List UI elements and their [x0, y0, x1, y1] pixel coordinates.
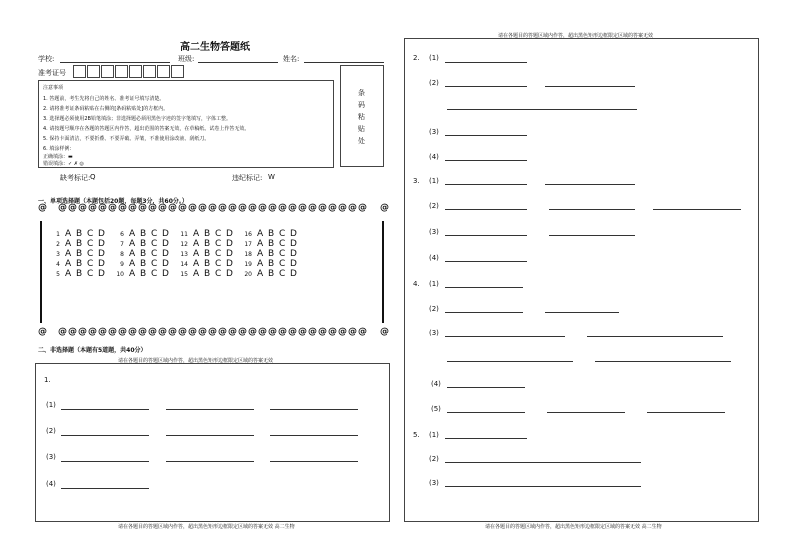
option-d[interactable]: D: [98, 249, 105, 259]
option-b[interactable]: B: [268, 249, 275, 259]
marker-icon: @: [238, 203, 247, 213]
option-a[interactable]: A: [193, 269, 200, 279]
page-title: 高二生物答题纸: [180, 42, 250, 53]
sub-label: (4): [429, 153, 439, 161]
option-a[interactable]: A: [129, 239, 136, 249]
school-label: 学校:: [38, 55, 55, 63]
marker-icon: @: [258, 327, 267, 337]
q1-sub-label: (2): [46, 427, 56, 435]
barcode-area: [340, 65, 384, 167]
q1-label: 1.: [44, 376, 51, 384]
option-a[interactable]: A: [129, 229, 136, 239]
question-number: 20: [244, 271, 252, 278]
marker-icon: @: [380, 203, 389, 213]
option-d[interactable]: D: [226, 239, 233, 249]
marker-icon: @: [148, 327, 157, 337]
marker-icon: @: [88, 203, 97, 213]
option-d[interactable]: D: [162, 259, 169, 269]
note-item: 错误填涂：✓ ✗ ◎: [43, 161, 84, 167]
class-field[interactable]: [198, 62, 278, 63]
question-number: 18: [244, 251, 252, 258]
marker-icon: @: [128, 327, 137, 337]
marker-icon: @: [108, 203, 117, 213]
option-a[interactable]: A: [193, 259, 200, 269]
marker-icon: @: [318, 327, 327, 337]
answer-line[interactable]: [445, 184, 527, 185]
answer-line[interactable]: [166, 461, 254, 462]
answer-line[interactable]: [545, 184, 635, 185]
mcq-row[interactable]: [178, 231, 237, 249]
question-number: 6: [120, 231, 124, 238]
answer-line[interactable]: [445, 235, 527, 236]
answer-line[interactable]: [166, 409, 254, 410]
marker-icon: @: [238, 327, 247, 337]
exam-number-boxes[interactable]: [73, 65, 185, 78]
marker-icon: @: [268, 203, 277, 213]
question-number: 7: [120, 241, 124, 248]
marker-icon: @: [208, 327, 217, 337]
option-b[interactable]: B: [268, 229, 275, 239]
answer-line[interactable]: [445, 438, 527, 439]
option-b[interactable]: B: [76, 259, 83, 269]
option-d[interactable]: D: [226, 259, 233, 269]
answer-line[interactable]: [545, 312, 619, 313]
question-number: 16: [244, 231, 252, 238]
marker-icon: @: [98, 327, 107, 337]
answer-line[interactable]: [447, 412, 525, 413]
marker-icon: @: [188, 327, 197, 337]
option-c[interactable]: C: [87, 249, 94, 259]
option-c[interactable]: C: [279, 249, 286, 259]
mcq-row[interactable]: [114, 261, 173, 279]
q1-sub-label: (3): [46, 453, 56, 461]
mcq-row[interactable]: [178, 251, 237, 269]
sub-label: (2): [429, 455, 439, 463]
question-number: 2: [56, 241, 60, 248]
mcq-row[interactable]: [242, 241, 301, 259]
answer-line[interactable]: [647, 412, 725, 413]
violation-mark[interactable]: W: [268, 173, 275, 181]
option-a[interactable]: A: [257, 259, 264, 269]
answer-line[interactable]: [445, 336, 565, 337]
answer-line[interactable]: [445, 86, 527, 87]
option-d[interactable]: D: [98, 269, 105, 279]
mcq-row[interactable]: [178, 241, 237, 259]
question-number: 15: [180, 271, 188, 278]
answer-line[interactable]: [445, 462, 641, 463]
sub-label: (4): [429, 254, 439, 262]
option-c[interactable]: C: [279, 269, 286, 279]
option-d[interactable]: D: [290, 259, 297, 269]
option-d[interactable]: D: [290, 249, 297, 259]
q1-answer-box: [35, 363, 390, 522]
answer-line[interactable]: [595, 361, 731, 362]
marker-icon: @: [258, 203, 267, 213]
marker-icon: @: [318, 203, 327, 213]
q1-sub-label: (4): [46, 480, 56, 488]
barcode-char: 处: [358, 137, 365, 145]
marker-icon: @: [68, 203, 77, 213]
absent-label: 缺考标记:: [60, 174, 91, 182]
note-item: 2. 请将准考证条码粘贴在右侧的[条码粘贴处]的方框内。: [43, 106, 169, 112]
option-a[interactable]: A: [257, 239, 264, 249]
mcq-row[interactable]: [114, 251, 173, 269]
sub-label: (2): [429, 79, 439, 87]
marker-icon: @: [158, 327, 167, 337]
q4-label: 4.: [413, 280, 420, 288]
mcq-row[interactable]: [50, 261, 109, 279]
marker-icon: @: [298, 327, 307, 337]
option-a[interactable]: A: [257, 269, 264, 279]
answer-line[interactable]: [445, 261, 527, 262]
answer-line[interactable]: [447, 361, 573, 362]
option-d[interactable]: D: [226, 269, 233, 279]
marker-icon: @: [198, 203, 207, 213]
sub-label: (1): [429, 431, 439, 439]
note-item: 5. 保持卡面清洁，不要折叠、不要弄破、弄皱，不准使用涂改液、刮纸刀。: [43, 136, 210, 142]
marker-row-bottom: [38, 327, 390, 339]
mcq-group: [50, 221, 109, 279]
answer-line[interactable]: [270, 409, 358, 410]
answer-line[interactable]: [445, 287, 523, 288]
sub-label: (3): [429, 329, 439, 337]
marker-icon: @: [358, 327, 367, 337]
marker-icon: @: [168, 203, 177, 213]
marker-icon: @: [58, 203, 67, 213]
note-item: 6. 填涂样例：: [43, 146, 75, 152]
question-number: 9: [120, 261, 124, 268]
option-a[interactable]: A: [65, 259, 72, 269]
option-a[interactable]: A: [193, 249, 200, 259]
option-d[interactable]: D: [290, 269, 297, 279]
option-c[interactable]: C: [151, 259, 158, 269]
option-b[interactable]: B: [268, 269, 275, 279]
question-number: 10: [116, 271, 124, 278]
mcq-row[interactable]: [242, 261, 301, 279]
notes-title: 注意事项: [43, 85, 64, 91]
q2-label: 2.: [413, 54, 420, 62]
footer-right: 请在各题目的答题区域内作答，超出黑色矩形边框限定区域的答案无效 高二生物: [485, 524, 662, 530]
marker-icon: @: [78, 327, 87, 337]
marker-icon: @: [58, 327, 67, 337]
option-a[interactable]: A: [129, 259, 136, 269]
mcq-group: [242, 221, 301, 279]
option-d[interactable]: D: [98, 259, 105, 269]
marker-icon: @: [358, 203, 367, 213]
sub-label: (3): [429, 128, 439, 136]
marker-icon: @: [248, 203, 257, 213]
option-a[interactable]: A: [65, 269, 72, 279]
marker-icon: @: [108, 327, 117, 337]
mcq-row[interactable]: [178, 221, 237, 239]
marker-icon: @: [348, 203, 357, 213]
marker-row-top: [38, 203, 390, 215]
marker-icon: @: [268, 327, 277, 337]
marker-icon: @: [98, 203, 107, 213]
sub-label: (3): [429, 479, 439, 487]
marker-icon: @: [328, 203, 337, 213]
sub-label: (3): [429, 228, 439, 236]
mcq-row[interactable]: [50, 221, 109, 239]
option-c[interactable]: C: [87, 259, 94, 269]
option-d[interactable]: D: [290, 229, 297, 239]
timing-bar-left: [40, 221, 42, 323]
marker-icon: @: [288, 327, 297, 337]
option-c[interactable]: C: [151, 229, 158, 239]
question-number: 12: [180, 241, 188, 248]
sub-label: (2): [429, 305, 439, 313]
answer-line[interactable]: [545, 86, 635, 87]
option-d[interactable]: D: [162, 239, 169, 249]
answer-line[interactable]: [549, 209, 635, 210]
marker-icon: @: [278, 203, 287, 213]
marker-icon: @: [308, 203, 317, 213]
option-b[interactable]: B: [76, 249, 83, 259]
marker-icon: @: [288, 203, 297, 213]
option-c[interactable]: C: [279, 239, 286, 249]
option-b[interactable]: B: [204, 269, 211, 279]
marker-icon: @: [178, 203, 187, 213]
option-b[interactable]: B: [140, 259, 147, 269]
option-c[interactable]: C: [279, 259, 286, 269]
marker-icon: @: [78, 203, 87, 213]
sub-label: (2): [429, 202, 439, 210]
sub-label: (4): [431, 380, 441, 388]
school-field[interactable]: [60, 62, 170, 63]
marker-icon: @: [138, 327, 147, 337]
question-number: 5: [56, 271, 60, 278]
option-a[interactable]: A: [129, 249, 136, 259]
marker-icon: @: [338, 327, 347, 337]
marker-icon: @: [248, 327, 257, 337]
answer-line[interactable]: [653, 209, 741, 210]
barcode-char: 条: [358, 89, 365, 97]
marker-icon: @: [118, 203, 127, 213]
question-number: 17: [244, 241, 252, 248]
question-number: 3: [56, 251, 60, 258]
marker-icon: @: [198, 327, 207, 337]
question-number: 13: [180, 251, 188, 258]
section2-title: 二、非选择题（本题有5道题，共40分）: [38, 347, 147, 354]
answer-line[interactable]: [445, 312, 523, 313]
option-c[interactable]: C: [151, 249, 158, 259]
marker-icon: @: [178, 327, 187, 337]
marker-icon: @: [278, 327, 287, 337]
marker-icon: @: [218, 327, 227, 337]
answer-line[interactable]: [270, 461, 358, 462]
answer-line[interactable]: [61, 435, 149, 436]
name-label: 姓名:: [283, 55, 300, 63]
answer-line[interactable]: [61, 461, 149, 462]
question-number: 19: [244, 261, 252, 268]
option-c[interactable]: C: [87, 269, 94, 279]
marker-icon: @: [148, 203, 157, 213]
answer-line[interactable]: [587, 336, 723, 337]
marker-icon: @: [38, 203, 47, 213]
mcq-row[interactable]: [50, 241, 109, 259]
option-c[interactable]: C: [151, 269, 158, 279]
mcq-row[interactable]: [242, 251, 301, 269]
question-number: 4: [56, 261, 60, 268]
option-c[interactable]: C: [215, 229, 222, 239]
marker-icon: @: [228, 327, 237, 337]
question-number: 1: [56, 231, 60, 238]
q1-sub-label: (1): [46, 401, 56, 409]
section1-title: 一、单项选择题（本题包括20题，每题3分，共60分。）: [38, 198, 188, 205]
name-field[interactable]: [304, 62, 384, 63]
option-b[interactable]: B: [204, 249, 211, 259]
right-header-notice: 请在各题目的答题区域内作答，超出黑色矩形边框限定区域的答案无效: [498, 33, 654, 39]
mcq-row[interactable]: [50, 251, 109, 269]
option-a[interactable]: A: [257, 229, 264, 239]
answer-line[interactable]: [445, 62, 527, 63]
marker-icon: @: [68, 327, 77, 337]
mcq-row[interactable]: [242, 221, 301, 239]
answer-notice: 请在各题目的答题区域内作答，超出黑色矩形边框限定区域的答案无效: [118, 358, 274, 364]
option-a[interactable]: A: [65, 229, 72, 239]
option-c[interactable]: C: [215, 269, 222, 279]
option-c[interactable]: C: [279, 229, 286, 239]
option-b[interactable]: B: [268, 239, 275, 249]
mcq-row[interactable]: [114, 231, 173, 249]
marker-icon: @: [338, 203, 347, 213]
absent-mark[interactable]: Q: [90, 173, 96, 181]
right-answer-box: [404, 38, 759, 522]
option-a[interactable]: A: [257, 249, 264, 259]
option-c[interactable]: C: [87, 229, 94, 239]
option-a[interactable]: A: [193, 229, 200, 239]
marker-icon: @: [328, 327, 337, 337]
option-c[interactable]: C: [215, 259, 222, 269]
option-d[interactable]: D: [98, 229, 105, 239]
answer-line[interactable]: [549, 235, 635, 236]
option-c[interactable]: C: [151, 239, 158, 249]
option-c[interactable]: C: [215, 249, 222, 259]
option-d[interactable]: D: [162, 269, 169, 279]
mcq-row[interactable]: [114, 241, 173, 259]
option-b[interactable]: B: [204, 229, 211, 239]
class-label: 班级:: [178, 55, 195, 63]
barcode-char: 贴: [358, 125, 365, 133]
option-b[interactable]: B: [204, 239, 211, 249]
option-b[interactable]: B: [76, 239, 83, 249]
question-number: 8: [120, 251, 124, 258]
marker-icon: @: [188, 203, 197, 213]
marker-icon: @: [138, 203, 147, 213]
sub-label: (1): [429, 280, 439, 288]
violation-label: 违纪标记:: [232, 174, 263, 182]
option-d[interactable]: D: [162, 229, 169, 239]
option-a[interactable]: A: [193, 239, 200, 249]
marker-icon: @: [168, 327, 177, 337]
mcq-row[interactable]: [242, 231, 301, 249]
answer-line[interactable]: [445, 209, 527, 210]
option-b[interactable]: B: [204, 259, 211, 269]
answer-line[interactable]: [445, 135, 527, 136]
q5-label: 5.: [413, 431, 420, 439]
notes-box: [38, 80, 334, 168]
answer-line[interactable]: [447, 109, 637, 110]
mcq-group: [114, 221, 173, 279]
option-b[interactable]: B: [140, 229, 147, 239]
option-a[interactable]: A: [65, 239, 72, 249]
mcq-row[interactable]: [178, 261, 237, 279]
option-b[interactable]: B: [268, 259, 275, 269]
note-item: 4. 请按题号顺序在各题的答题区内作答，超出范围的答案无效，在草稿纸、试卷上作答无效。: [43, 126, 250, 132]
marker-icon: @: [208, 203, 217, 213]
option-c[interactable]: C: [87, 239, 94, 249]
option-d[interactable]: D: [162, 249, 169, 259]
option-b[interactable]: B: [140, 249, 147, 259]
marker-icon: @: [218, 203, 227, 213]
option-d[interactable]: D: [290, 239, 297, 249]
marker-icon: @: [298, 203, 307, 213]
option-a[interactable]: A: [65, 249, 72, 259]
answer-line[interactable]: [166, 435, 254, 436]
timing-bar-right: [382, 221, 384, 323]
marker-icon: @: [118, 327, 127, 337]
marker-icon: @: [348, 327, 357, 337]
answer-line[interactable]: [447, 387, 525, 388]
answer-line[interactable]: [445, 486, 641, 487]
sub-label: (1): [429, 177, 439, 185]
barcode-char: 码: [358, 101, 365, 109]
marker-icon: @: [158, 203, 167, 213]
sub-label: (5): [431, 405, 441, 413]
option-d[interactable]: D: [98, 239, 105, 249]
q3-label: 3.: [413, 177, 420, 185]
mcq-group: [178, 221, 237, 279]
mcq-row[interactable]: [114, 221, 173, 239]
question-number: 14: [180, 261, 188, 268]
answer-line[interactable]: [270, 435, 358, 436]
question-number: 11: [180, 231, 188, 238]
sub-label: (1): [429, 54, 439, 62]
option-b[interactable]: B: [76, 229, 83, 239]
option-d[interactable]: D: [226, 249, 233, 259]
answer-line[interactable]: [61, 488, 149, 489]
note-item: 正确填涂：▬: [43, 154, 73, 160]
marker-icon: @: [380, 327, 389, 337]
note-item: 3. 选择题必须使用2B铅笔填涂；非选择题必须用黑色字迹的签字笔填写，字体工整。: [43, 116, 231, 122]
footer-left: 请在各题目的答题区域内作答，超出黑色矩形边框限定区域的答案无效 高二生物: [118, 524, 295, 530]
marker-icon: @: [228, 203, 237, 213]
note-item: 1. 答题前，考生先将自己的姓名、准考证号填写清楚。: [43, 96, 165, 102]
option-d[interactable]: D: [226, 229, 233, 239]
option-b[interactable]: B: [140, 269, 147, 279]
answer-line[interactable]: [61, 409, 149, 410]
marker-icon: @: [88, 327, 97, 337]
option-b[interactable]: B: [76, 269, 83, 279]
barcode-char: 粘: [358, 113, 365, 121]
marker-icon: @: [38, 327, 47, 337]
option-a[interactable]: A: [129, 269, 136, 279]
option-c[interactable]: C: [215, 239, 222, 249]
answer-line[interactable]: [547, 412, 625, 413]
answer-line[interactable]: [445, 160, 527, 161]
exam-number-label: 准考证号: [38, 69, 66, 77]
marker-icon: @: [128, 203, 137, 213]
option-b[interactable]: B: [140, 239, 147, 249]
marker-icon: @: [308, 327, 317, 337]
mcq-row[interactable]: [50, 231, 109, 249]
